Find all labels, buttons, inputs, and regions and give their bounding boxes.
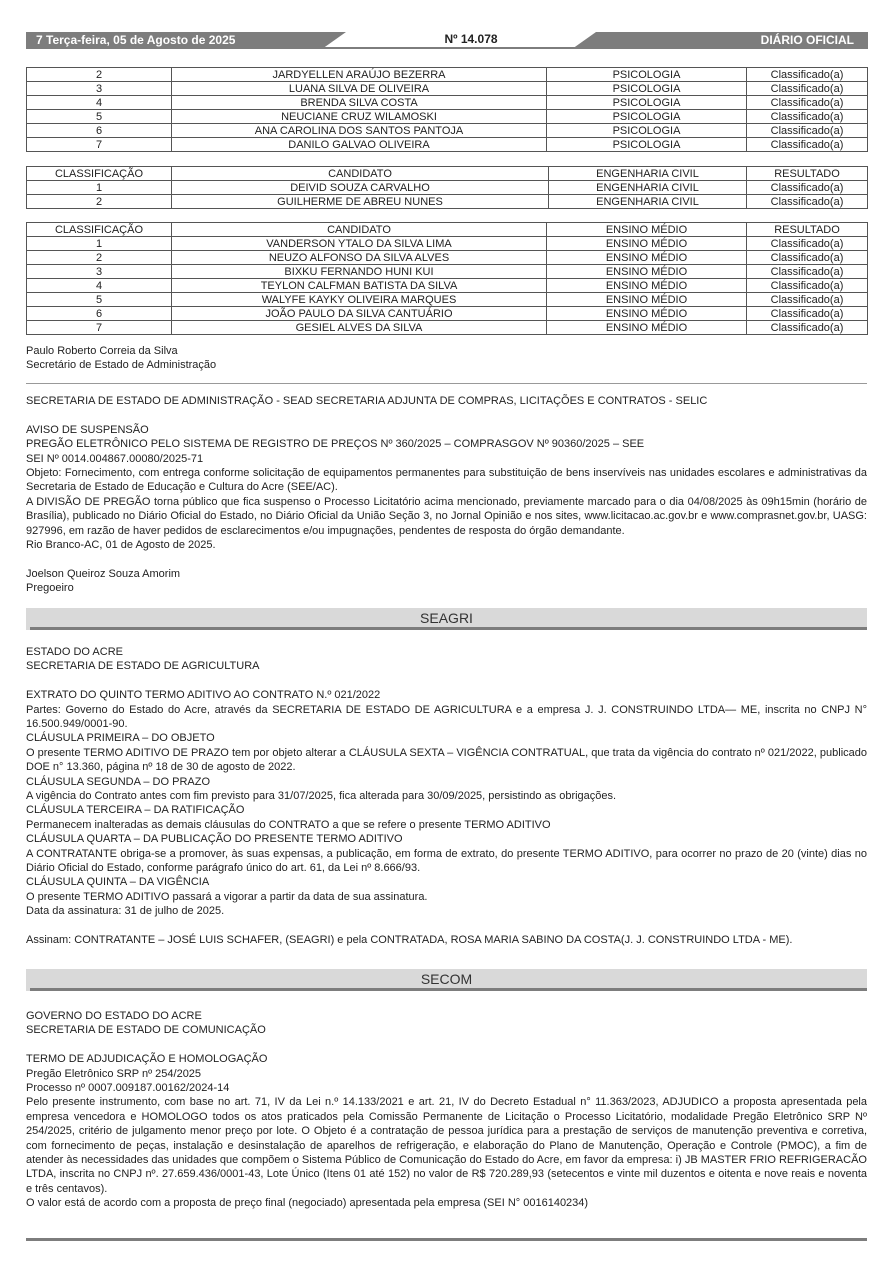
page-header xyxy=(26,32,868,49)
table-row xyxy=(27,82,868,96)
table-cell: PSICOLOGIA xyxy=(547,110,747,124)
table-cell: Classificado(a) xyxy=(747,96,868,110)
table-header-cell: CANDIDATO xyxy=(172,167,549,181)
table-cell: Classificado(a) xyxy=(747,68,868,82)
table-header-cell: ENSINO MÉDIO xyxy=(547,223,747,237)
table-cell: 7 xyxy=(27,138,172,152)
table-cell: Classificado(a) xyxy=(747,321,868,335)
government-line: GOVERNO DO ESTADO DO ACRE xyxy=(26,1010,202,1022)
state-line: ESTADO DO ACRE xyxy=(26,646,123,658)
clause-2-title: CLÁUSULA SEGUNDA – DO PRAZO xyxy=(26,775,210,788)
clause-5-text: O presente TERMO ADITIVO passará a vigorar a partir da data de sua assinatura. xyxy=(26,890,428,903)
signer-name: Paulo Roberto Correia da Silva xyxy=(26,345,178,357)
signature-date: Data da assinatura: 31 de julho de 2025. xyxy=(26,905,225,918)
secretariat-line: SECRETARIA DE ESTADO DE COMUNICAÇÃO xyxy=(26,1024,266,1037)
engenharia-table xyxy=(26,166,868,209)
extract-title: EXTRATO DO QUINTO TERMO ADITIVO AO CONTRATO N.º 021/2022 xyxy=(26,689,381,702)
pregoeiro-name: Joelson Queiroz Souza Amorim xyxy=(26,567,181,580)
table-cell: Classificado(a) xyxy=(747,110,868,124)
clause-3-title: CLÁUSULA TERCEIRA – DA RATIFICAÇÃO xyxy=(26,804,245,817)
table-header-row xyxy=(27,167,868,181)
table-row xyxy=(27,279,868,293)
table-cell: 4 xyxy=(27,96,172,110)
objeto-paragraph: Objeto: Fornecimento, com entrega conforme solicitação de equipamentos permanentes para substituição de bens inservíveis nas unidades escolares e administrativas da Secretaria de Estado de Educação e Cultura do Acre (SEE/AC). xyxy=(26,467,867,494)
table-cell: ENSINO MÉDIO xyxy=(547,279,747,293)
table-row xyxy=(27,138,868,152)
clause-2-text: A vigência do Contrato antes com fim previsto para 31/07/2025, fica alterada para 30/09/2025, persistindo as obrigações. xyxy=(26,790,617,803)
table-row xyxy=(27,321,868,335)
table-row xyxy=(27,195,868,209)
processo-line: Processo nº 0007.009187.00162/2024-14 xyxy=(26,1082,230,1095)
table-header-cell: CLASSIFICAÇÃO xyxy=(27,167,172,181)
table-row xyxy=(27,293,868,307)
secom-term xyxy=(26,1009,867,1211)
table-cell: Classificado(a) xyxy=(747,82,868,96)
table-cell: NEUCIANE CRUZ WILAMOSKI xyxy=(172,110,547,124)
sei-line: SEI Nº 0014.004867.00080/2025-71 xyxy=(26,452,204,465)
table-cell: BRENDA SILVA COSTA xyxy=(172,96,547,110)
notice-title: AVISO DE SUSPENSÃO xyxy=(26,423,149,436)
clause-4-text: A CONTRATANTE obriga-se a promover, às suas expensas, a publicação, em forma de extrato, do presente TERMO ADITIVO, para ocorrer no prazo de 20 (vinte) dias no Diário Oficial do Estado, conforme parágrafo único do art. 61, da Lei nº 8.666/93. xyxy=(26,847,867,875)
table-cell: ENSINO MÉDIO xyxy=(547,251,747,265)
table-cell: 4 xyxy=(27,279,172,293)
table-cell: ANA CAROLINA DOS SANTOS PANTOJA xyxy=(172,124,547,138)
table-cell: 6 xyxy=(27,124,172,138)
table-cell: 2 xyxy=(27,68,172,82)
publication-name: DIÁRIO OFICIAL xyxy=(596,32,868,49)
sead-notice xyxy=(26,394,867,596)
table-row xyxy=(27,124,868,138)
table-cell: PSICOLOGIA xyxy=(547,82,747,96)
table-row xyxy=(27,110,868,124)
table-cell: 6 xyxy=(27,307,172,321)
table-cell: VANDERSON YTALO DA SILVA LIMA xyxy=(172,237,547,251)
table-header-cell: RESULTADO xyxy=(747,223,868,237)
table-cell: ENSINO MÉDIO xyxy=(547,307,747,321)
divisao-paragraph: A DIVISÃO DE PREGÃO torna público que fica suspenso o Processo Licitatório acima mencionado, previamente marcado para o dia 04/08/2025 às 09h15min (horário de Brasília), publicado no Diário Oficial do Estado, no Diário Oficial da União Seção 3, no Jornal Opinião e nos sites, www.licitacao.ac.gov.br e www.comprasnet.gov.br, UASG: 927996, em razão de haver pedidos de esclarecimentos e/ou impugnações, pendentes de resposta do órgão demandante. xyxy=(26,495,867,537)
table-cell: GESIEL ALVES DA SILVA xyxy=(172,321,547,335)
pregoeiro-role: Pregoeiro xyxy=(26,582,74,595)
pregao-line: PREGÃO ELETRÔNICO PELO SISTEMA DE REGISTRO DE PREÇOS Nº 360/2025 – COMPRASGOV Nº 90360/2025 – SEE xyxy=(26,438,645,451)
table-cell: 1 xyxy=(27,237,172,251)
table-cell: Classificado(a) xyxy=(747,181,868,195)
signer-role: Secretário de Estado de Administração xyxy=(26,359,217,372)
pregao-line: Pregão Eletrônico SRP nº 254/2025 xyxy=(26,1067,202,1080)
table-header-cell: CANDIDATO xyxy=(172,223,547,237)
seagri-extract xyxy=(26,645,867,948)
sead-heading: SECRETARIA DE ESTADO DE ADMINISTRAÇÃO - SEAD SECRETARIA ADJUNTA DE COMPRAS, LICITAÇÕES E CONTRATOS - SELIC xyxy=(26,395,708,407)
table-cell: Classificado(a) xyxy=(747,124,868,138)
table-cell: Classificado(a) xyxy=(747,307,868,321)
table-cell: JOÃO PAULO DA SILVA CANTUÁRIO xyxy=(172,307,547,321)
table-cell: GUILHERME DE ABREU NUNES xyxy=(172,195,549,209)
secretariat-line: SECRETARIA DE ESTADO DE AGRICULTURA xyxy=(26,660,260,673)
place-date: Rio Branco-AC, 01 de Agosto de 2025. xyxy=(26,539,216,552)
table-header-cell: CLASSIFICAÇÃO xyxy=(27,223,172,237)
table-cell: ENSINO MÉDIO xyxy=(547,293,747,307)
end-rule xyxy=(26,1238,867,1241)
table-cell: ENGENHARIA CIVIL xyxy=(549,181,747,195)
partes-paragraph: Partes: Governo do Estado do Acre, através da SECRETARIA DE ESTADO DE AGRICULTURA e a empresa J. J. CONSTRUINDO LTDA— ME, inscrita no CNPJ N° 16.500.949/0001-90. xyxy=(26,703,867,731)
table-cell: Classificado(a) xyxy=(747,138,868,152)
edition-number: Nº 14.078 xyxy=(444,32,498,46)
table-cell: ENGENHARIA CIVIL xyxy=(549,195,747,209)
table-cell: ENSINO MÉDIO xyxy=(547,321,747,335)
table-cell: Classificado(a) xyxy=(747,265,868,279)
table-cell: 2 xyxy=(27,195,172,209)
clause-4-title: CLÁUSULA QUARTA – DA PUBLICAÇÃO DO PRESENTE TERMO ADITIVO xyxy=(26,833,403,846)
table-cell: ENSINO MÉDIO xyxy=(547,237,747,251)
table-header-cell: RESULTADO xyxy=(747,167,868,181)
table-cell: DANILO GALVAO OLIVEIRA xyxy=(172,138,547,152)
table-cell: Classificado(a) xyxy=(747,195,868,209)
term-title: TERMO DE ADJUDICAÇÃO E HOMOLOGAÇÃO xyxy=(26,1053,268,1066)
table-cell: PSICOLOGIA xyxy=(547,68,747,82)
table-cell: PSICOLOGIA xyxy=(547,138,747,152)
clause-3-text: Permanecem inalteradas as demais cláusulas do CONTRATO a que se refere o presente TERMO ADITIVO xyxy=(26,818,551,831)
table-cell: ENSINO MÉDIO xyxy=(547,265,747,279)
signatories: Assinam: CONTRATANTE – JOSÉ LUIS SCHAFER, (SEAGRI) e pela CONTRATADA, ROSA MARIA SABINO DA COSTA(J. J. CONSTRUINDO LTDA - ME). xyxy=(26,934,793,947)
clause-5-title: CLÁUSULA QUINTA – DA VIGÊNCIA xyxy=(26,876,210,889)
table-cell: Classificado(a) xyxy=(747,279,868,293)
section-bar-secom: SECOM xyxy=(26,969,867,991)
table-row xyxy=(27,307,868,321)
table-cell: Classificado(a) xyxy=(747,251,868,265)
table-cell: JARDYELLEN ARAÚJO BEZERRA xyxy=(172,68,547,82)
table-cell: WALYFE KAYKY OLIVEIRA MARQUES xyxy=(172,293,547,307)
table-cell: DEIVID SOUZA CARVALHO xyxy=(172,181,549,195)
table-cell: 5 xyxy=(27,110,172,124)
ensino-medio-table xyxy=(26,222,868,335)
value-paragraph: O valor está de acordo com a proposta de preço final (negociado) apresentada pela empresa (SEI N° 0016140234) xyxy=(26,1197,589,1210)
table-cell: 2 xyxy=(27,251,172,265)
section-bar-seagri: SEAGRI xyxy=(26,608,867,630)
table-cell: 5 xyxy=(27,293,172,307)
table-row xyxy=(27,96,868,110)
clause-1-title: CLÁUSULA PRIMEIRA – DO OBJETO xyxy=(26,732,215,745)
table-cell: BIXKU FERNANDO HUNI KUI xyxy=(172,265,547,279)
table-row xyxy=(27,251,868,265)
table-cell: PSICOLOGIA xyxy=(547,124,747,138)
table-cell: PSICOLOGIA xyxy=(547,96,747,110)
table-header-cell: ENGENHARIA CIVIL xyxy=(549,167,747,181)
section-divider xyxy=(26,383,867,384)
table-cell: 7 xyxy=(27,321,172,335)
adjudication-paragraph: Pelo presente instrumento, com base no art. 71, IV da Lei n.º 14.133/2021 e art. 21, IV do Decreto Estadual n° 11.363/2023, ADJUDICO a proposta apresentada pela empresa vencedora e HOMOLOGO todos os atos praticados pela Comissão Permanente de Licitação o Processo Licitatório, modalidade Pregão Eletrônico SRP Nº 254/2025, critério de julgamento menor preço por lote. O Objeto é a contratação de pessoa jurídica para a prestação de serviços de manutenção preventiva e corretiva, com fornecimento de peças, instalação e desinstalação de aparelhos de refrigeração, e elaboração do Plano de Manutenção, Operação e Controle (PMOC), a fim de atender às necessidades das unidades que compõem o Sistema Público de Comunicação do Estado do Acre, em favor da empresa: i) JB MASTER FRIO REFRIGERACÃO LTDA, inscrita no CNPJ nº. 27.659.436/0001-43, Lote Único (Itens 01 até 152) no valor de R$ 720.289,93 (setecentos e vinte mil duzentos e oitenta e nove reais e noventa e três centavos). xyxy=(26,1096,867,1195)
clause-1-text: O presente TERMO ADITIVO DE PRAZO tem por objeto alterar a CLÁUSULA SEXTA – VIGÊNCIA CONTRATUAL, que trata da vigência do contrato nº 021/2022, publicado DOE n° 13.360, página nº 18 de 30 de agosto de 2022. xyxy=(26,746,867,774)
table-cell: Classificado(a) xyxy=(747,293,868,307)
table-row xyxy=(27,265,868,279)
table-header-row xyxy=(27,223,868,237)
signature-block xyxy=(26,344,867,373)
table-cell: 1 xyxy=(27,181,172,195)
table-row xyxy=(27,68,868,82)
table-cell: 3 xyxy=(27,82,172,96)
page-date: 7 Terça-feira, 05 de Agosto de 2025 xyxy=(26,32,322,49)
table-cell: TEYLON CALFMAN BATISTA DA SILVA xyxy=(172,279,547,293)
table-cell: Classificado(a) xyxy=(747,237,868,251)
table-cell: LUANA SILVA DE OLIVEIRA xyxy=(172,82,547,96)
table-row xyxy=(27,181,868,195)
table-cell: 3 xyxy=(27,265,172,279)
table-cell: NEUZO ALFONSO DA SILVA ALVES xyxy=(172,251,547,265)
table-row xyxy=(27,237,868,251)
psicologia-table xyxy=(26,67,868,152)
